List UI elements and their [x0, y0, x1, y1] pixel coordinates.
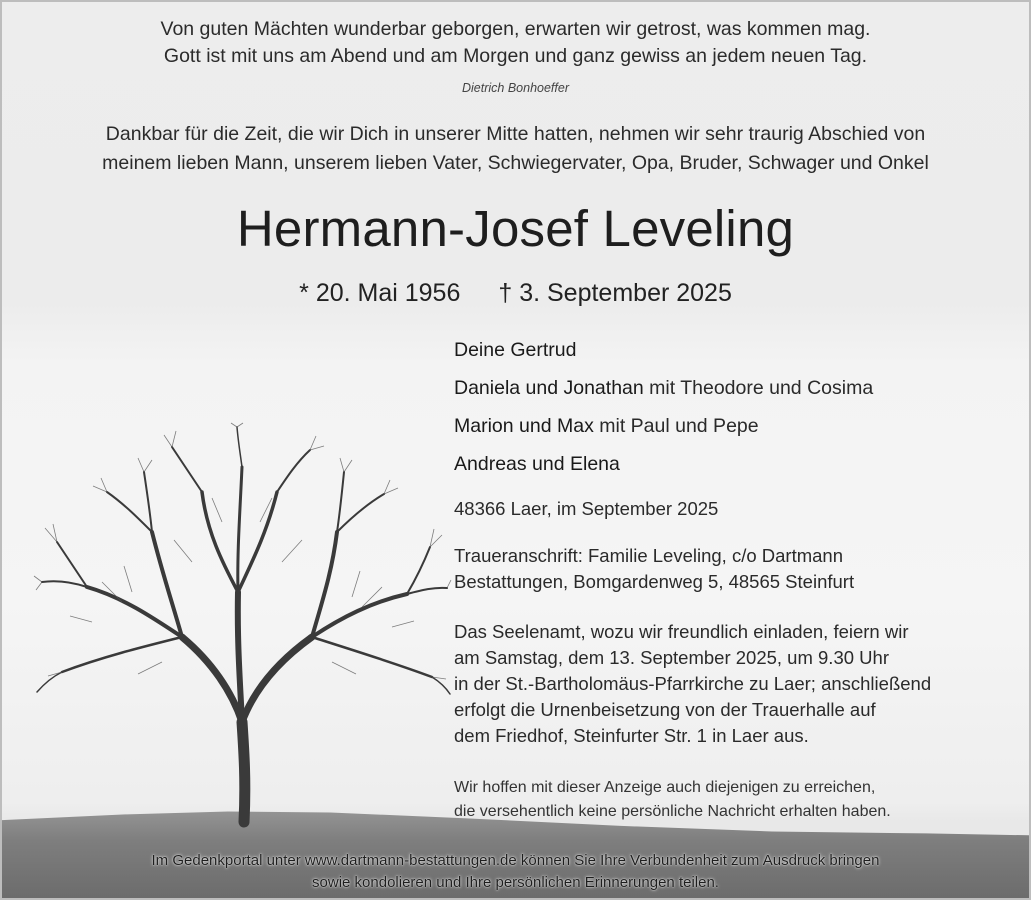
family-extra: mit Paul und Pepe: [593, 415, 759, 437]
mourning-address: [454, 543, 1024, 595]
deceased-name: Hermann-Josef Leveling: [236, 200, 795, 257]
service-info: [454, 619, 1024, 749]
quote-block: [2, 16, 1029, 70]
death-date: † 3. September 2025: [498, 279, 732, 307]
hope-line: Wir hoffen mit dieser Anzeige auch diejenigen zu erreichen,: [454, 779, 876, 796]
birth-date: * 20. Mai 1956: [299, 279, 461, 307]
family-main: Deine Gertrud: [454, 339, 577, 361]
service-line: Das Seelenamt, wozu wir freundlich einladen, feiern wir: [454, 621, 909, 642]
family-main: Marion und Max: [454, 415, 594, 437]
service-line: in der St.-Bartholomäus-Pfarrkirche zu Laer; anschließend: [454, 673, 932, 694]
intro-text: [2, 120, 1029, 178]
intro-line: meinem lieben Mann, unserem lieben Vater, Schwiegervater, Opa, Bruder, Schwager und Onkel: [102, 152, 929, 174]
family-entry: [454, 412, 1024, 450]
address-line: Traueranschrift: Familie Leveling, c/o Dartmann: [454, 545, 843, 566]
family-main: Daniela und Jonathan: [454, 377, 644, 399]
life-dates: [2, 276, 1029, 310]
quote-line: Gott ist mit uns am Abend und am Morgen und ganz gewiss an jedem neuen Tag.: [163, 45, 868, 67]
family-extra: mit Theodore und Cosima: [643, 377, 874, 399]
family-entry: [454, 374, 1024, 412]
portal-line: sowie kondolieren und Ihre persönlichen Erinnerungen teilen.: [312, 874, 719, 891]
place-date: 48366 Laer, im September 2025: [454, 498, 719, 519]
service-line: dem Friedhof, Steinfurter Str. 1 in Laer aus.: [454, 725, 809, 746]
family-list: [454, 336, 1024, 488]
family-entry: [454, 450, 1024, 488]
address-line: Bestattungen, Bomgardenweg 5, 48565 Steinfurt: [454, 571, 855, 592]
notice-hope: [454, 776, 1024, 824]
hope-line: die versehentlich keine persönliche Nachricht erhalten haben.: [454, 803, 891, 820]
portal-line: Im Gedenkportal unter www.dartmann-bestattungen.de können Sie Ihre Verbundenheit zum Ausdruck bringen: [151, 852, 880, 869]
service-line: erfolgt die Urnenbeisetzung von der Trauerhalle auf: [454, 699, 876, 720]
quote-author: Dietrich Bonhoeffer: [461, 81, 569, 95]
bare-tree-illustration: [32, 422, 452, 832]
service-line: am Samstag, dem 13. September 2025, um 9.30 Uhr: [454, 647, 889, 668]
memorial-portal-note: [2, 850, 1029, 894]
family-main: Andreas und Elena: [454, 453, 620, 475]
quote-line: Von guten Mächten wunderbar geborgen, erwarten wir getrost, was kommen mag.: [160, 18, 871, 40]
intro-line: Dankbar für die Zeit, die wir Dich in unserer Mitte hatten, nehmen wir sehr traurig Abschied von: [105, 123, 926, 145]
family-entry: [454, 336, 1024, 374]
